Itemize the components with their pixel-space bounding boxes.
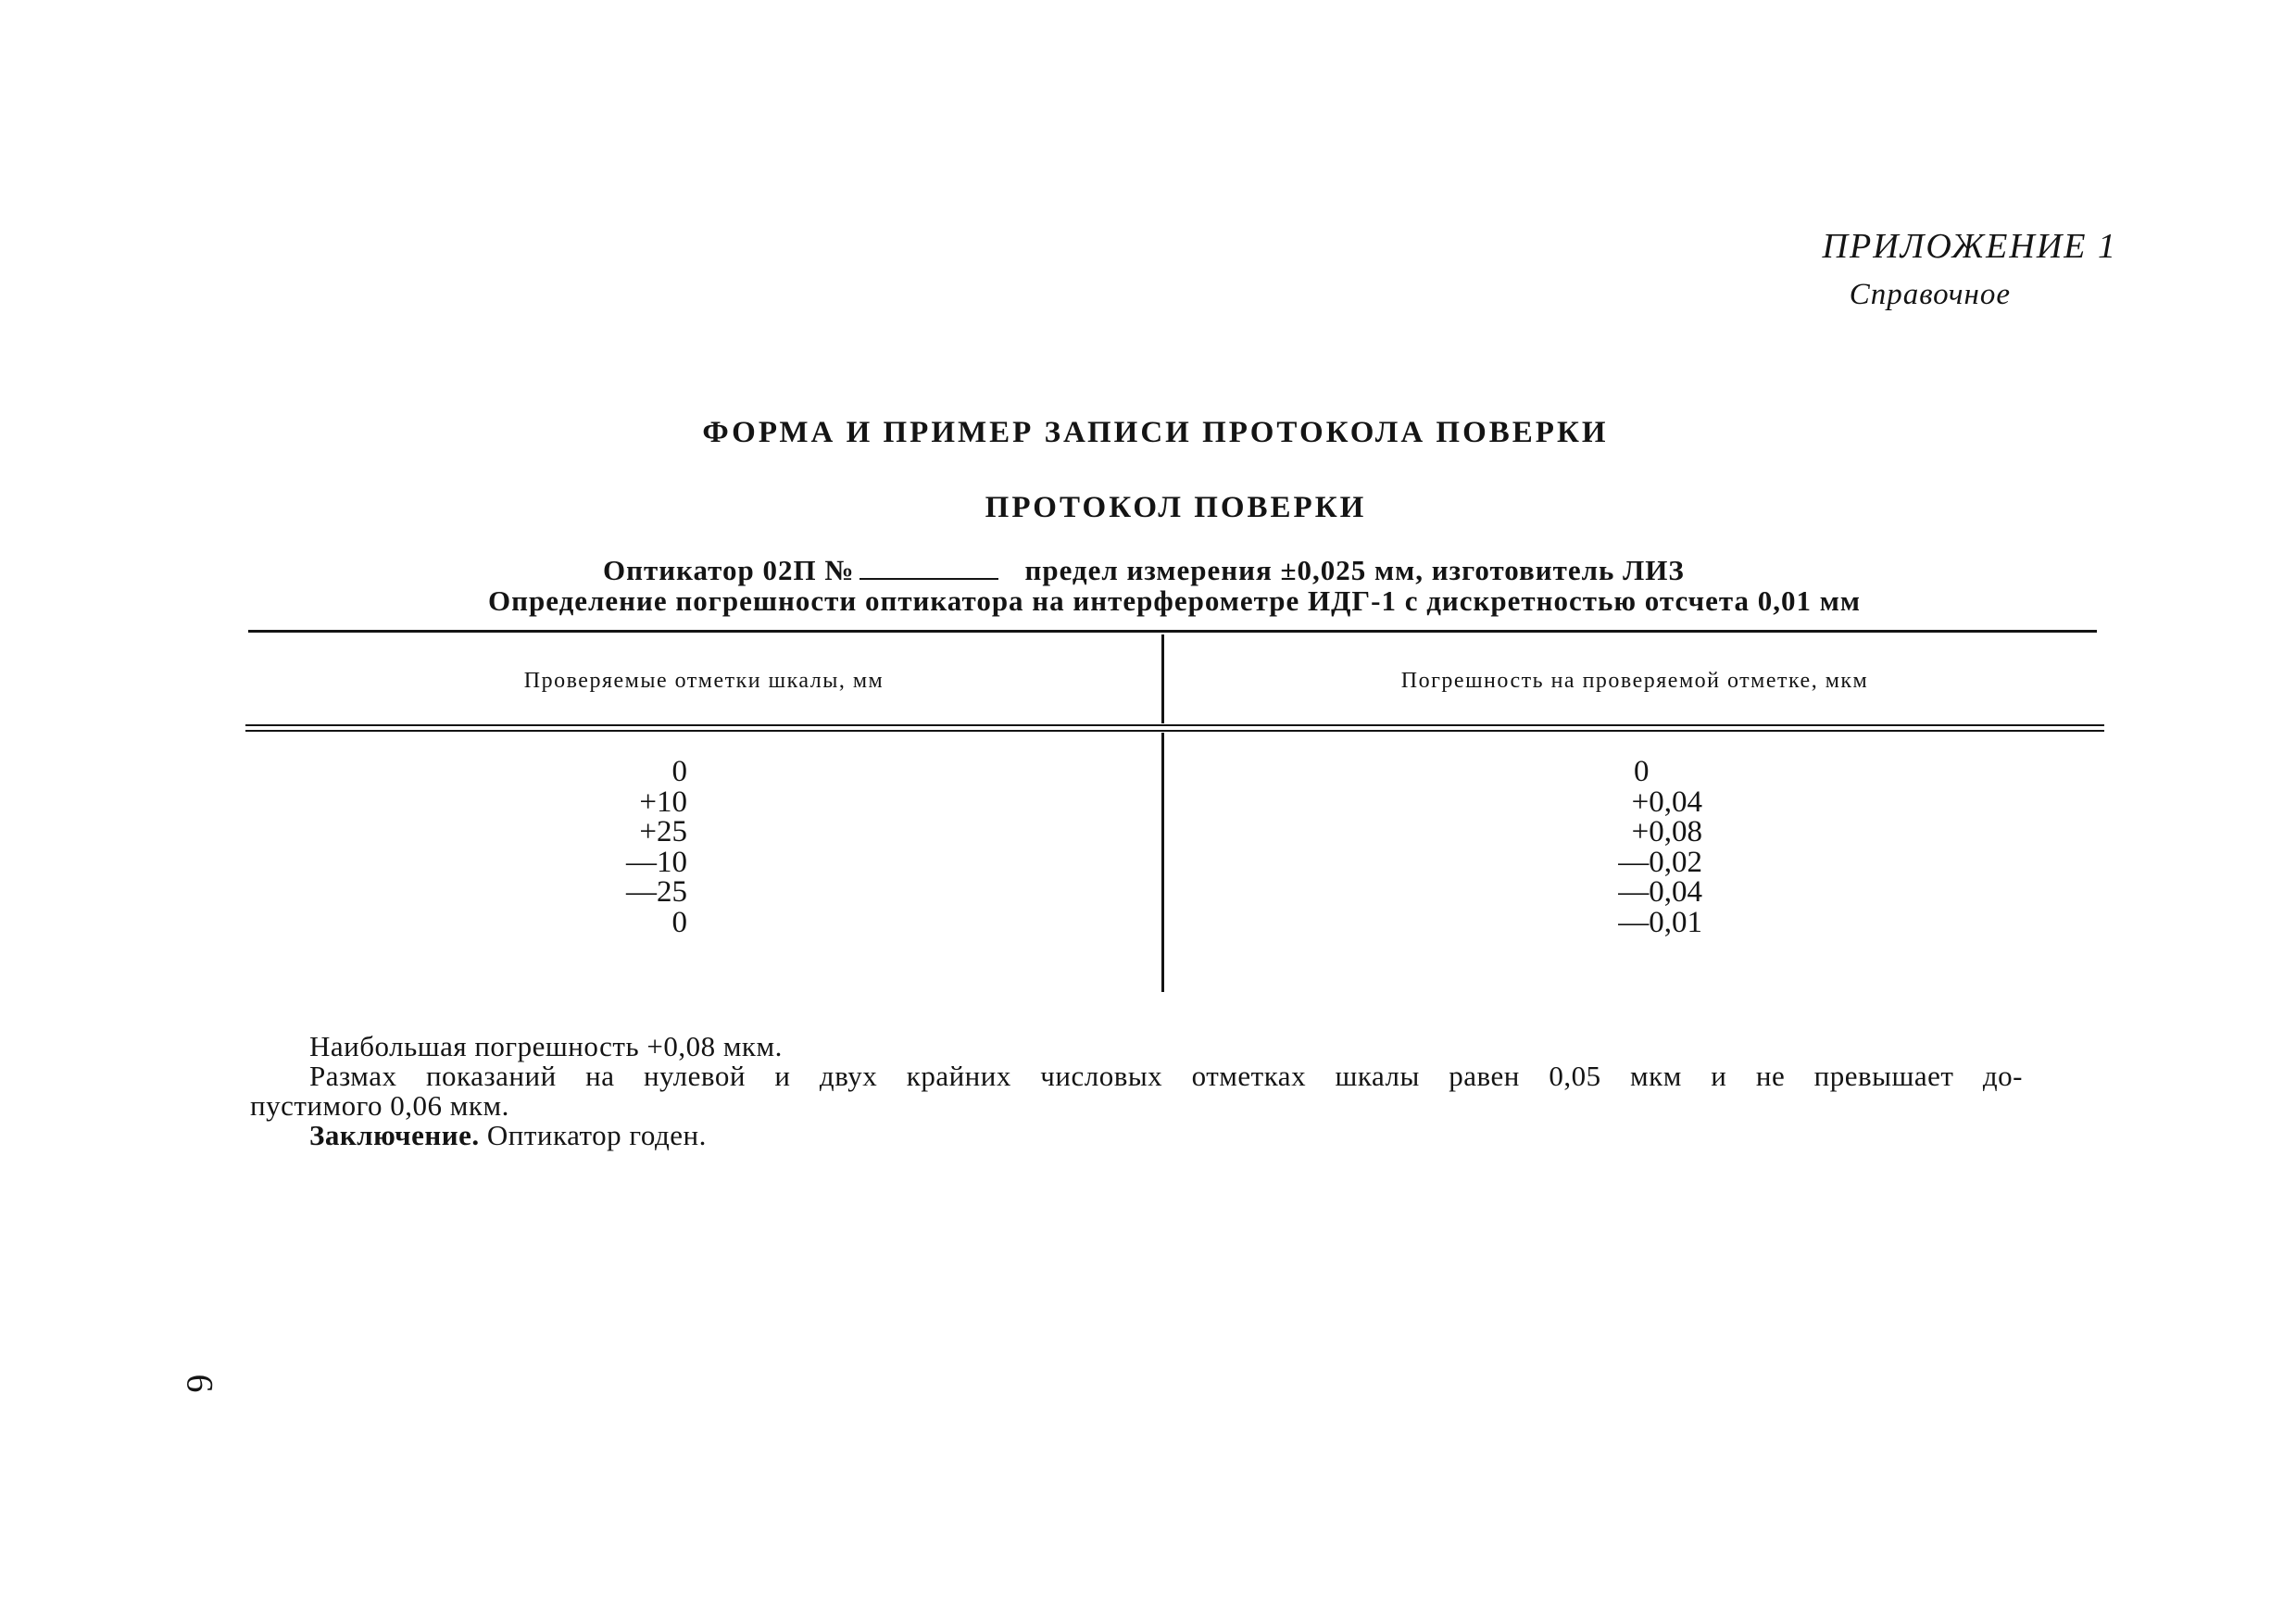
protocol-title: ПРОТОКОЛ ПОВЕРКИ [985,491,1367,524]
header-double-rule-1 [245,724,2104,726]
column-errors-values [1575,757,1702,937]
table-cell-error: +0,04 [1631,785,1702,819]
header-double-rule-2 [245,730,2104,732]
device-name: Оптикатор 02П № [603,554,855,586]
serial-number-blank [859,558,998,580]
table-cell-error: —0,02 [1618,845,1702,879]
table-cell-mark: 0 [671,755,687,788]
table-vertical-divider-body [1161,733,1164,992]
table-cell-mark: —25 [626,875,687,909]
device-info-line [603,554,1685,587]
table-top-rule [248,630,2097,633]
appendix-type: Справочное [1849,278,2011,311]
conclusion-label: Заключение. [309,1119,480,1151]
appendix-label: ПРИЛОЖЕНИЕ 1 [1822,227,2117,266]
table-cell-mark: +25 [639,815,687,848]
table-cell-error: —0,01 [1618,905,1702,939]
conclusion-text: Оптикатор годен. [479,1119,707,1151]
device-range: предел измерения ±0,025 мм, изготовитель ЛИЗ [1024,554,1685,586]
document-title: ФОРМА И ПРИМЕР ЗАПИСИ ПРОТОКОЛА ПОВЕРКИ [702,416,1609,449]
column-header-errors: Погрешность на проверяемой отметке, мкм [1400,669,1869,693]
table-cell-error: +0,08 [1631,815,1702,848]
method-info-line: Определение погрешности оптикатора на интерферометре ИДГ-1 с дискретностью отсчета 0,01 мм [488,584,1861,617]
max-error-text: Наибольшая погрешность +0,08 мкм. [309,1030,783,1062]
table-cell-error: —0,04 [1618,875,1702,909]
table-cell-error: 0 [1634,755,1650,788]
table-vertical-divider-top [1161,634,1164,723]
spread-text-line2: пустимого 0,06 мкм. [250,1089,509,1122]
page-number: 6 [179,1374,221,1393]
spread-text-line1: Размах показаний на нулевой и двух крайних числовых отметках шкалы равен 0,05 мкм и не превышает до- [309,1060,2023,1092]
conclusion [309,1119,707,1152]
column-header-marks: Проверяемые отметки шкалы, мм [523,669,885,693]
table-cell-mark: —10 [626,845,687,879]
table-cell-mark: 0 [671,905,687,939]
column-marks-values [556,757,687,937]
table-cell-mark: +10 [639,785,687,819]
